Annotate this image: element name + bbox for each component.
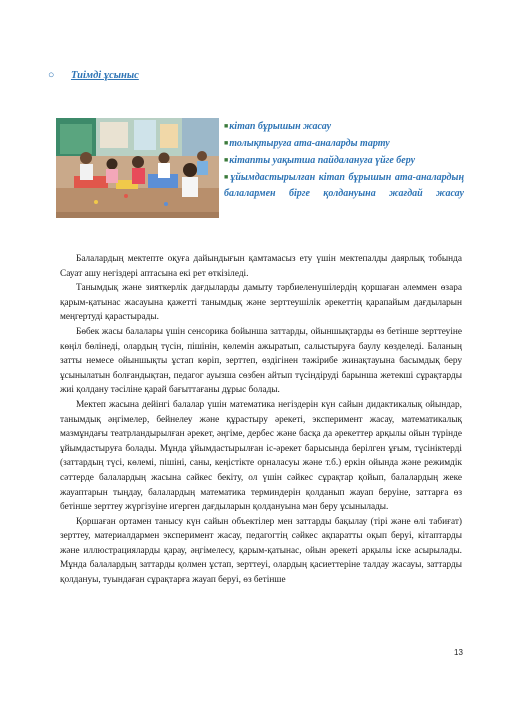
list-item: ■кітапты уақытша пайдалануға үйге беру <box>224 155 416 166</box>
square-bullet-icon: ■ <box>224 139 229 147</box>
page-number: 13 <box>454 648 463 657</box>
square-bullet-icon: ■ <box>224 122 229 130</box>
paragraph: Мектеп жасына дейінгі балалар үшін математика негіздерін күн сайын дидактикалық ойындар, танымдық әңгімелер, бейнелеу және құрастыру әрекеті, эксперимент жасау, математикалық мазмұндағы театрландырылған әрекет, әңгіме, дербес және басқа да әрекеттер арқылы ойын түрінде ұйымдастыруға болады. Мұнда ұйымдастырылған іс-әрекет барысында берілген ұғым, түсініктерді (заттардың түсі, көлемі, пішіні, саны, кеңістікте орналасуы және т.б.) еркін ойында және режимдік сәттерде балалардың жасына сәйкес бекіту, ол үшін сәйкес сұрақтар қойып, балалардың жеке жауаптарын тыңдау, балалардың математика терминдерін қолданып жауап беруіне, заттарға өз бетінше зерттеу жүргізуіне игерген дағдыларын қолдануына мән беру ұсынылады. <box>60 399 462 513</box>
list-item: ■ұйымдастырылған кітап бұрышын ата-аналардың балалармен бірге қолдануына жағдай жасау <box>224 172 464 199</box>
heading-bullet: ○ <box>48 70 55 81</box>
heading-title: Тиімді ұсыныс <box>70 70 139 81</box>
recommendation-list <box>224 118 464 202</box>
classroom-photo-illustration <box>56 118 219 218</box>
paragraph: Танымдық және зияткерлік дағдыларды дамыту тәрбиеленушілердің қоршаған әлеммен өзара қарым-қатынас жасауына қажетті танымдық және зерттеушілік әрекеттің қарапайым дағдыларын меңгертуді қарастырады. <box>60 283 462 323</box>
square-bullet-icon: ■ <box>224 173 230 181</box>
paragraph: Қоршаған ортамен танысу күн сайын объектілер мен заттарды бақылау (тірі және өлі табиғат) зерттеу, материалдармен эксперимент жасау, педагогтің сәйкес ақпаратты оқып беруі, кітаптарды және иллюстрацияларды қарау, әңгімелесу, қарым-қатынас, ойын әрекеті арқылы іске асырылады. Мұнда балалардың заттарды қолмен ұстап, зерттеуі, олардың қасиеттеріне талдау жасауы, заттарды қолдануы, туындаған сұрақтарға жауап беруі, өз бетінше <box>60 516 462 586</box>
classroom-photo <box>56 118 219 218</box>
list-item: ■кітап бұрышын жасау <box>224 121 332 132</box>
paragraph: Балалардың мектепте оқуға дайындығын қамтамасыз ету үшін мектепалды даярлық тобында Сауат ашу негіздері аптасына екі рет өткізіледі. <box>60 254 462 279</box>
body-text <box>60 252 462 588</box>
paragraph: Бөбек жасы балалары үшін сенсорика бойынша заттарды, ойыншықтарды өз бетінше зерттеуіне көңіл бөлінеді, олардың түсін, пішінін, көлемін ажыратып, салыстыруға баулу көзделеді. Баланың затты немесе ойыншықты ұстап көріп, зерттеп, өздігінен тәжірибе жинақтауына басымдық беру ұсынылатын болғандықтан, педагог ауызша сөзбен айтып түсіндіруді барынша жетекші сұрақтарды жиі қолдану тәсіліне қарай бағыттағаны дұрыс болады. <box>60 326 462 396</box>
list-item: ■толықтыруға ата-аналарды тарту <box>224 138 390 149</box>
square-bullet-icon: ■ <box>224 156 229 164</box>
section-heading <box>48 70 139 81</box>
